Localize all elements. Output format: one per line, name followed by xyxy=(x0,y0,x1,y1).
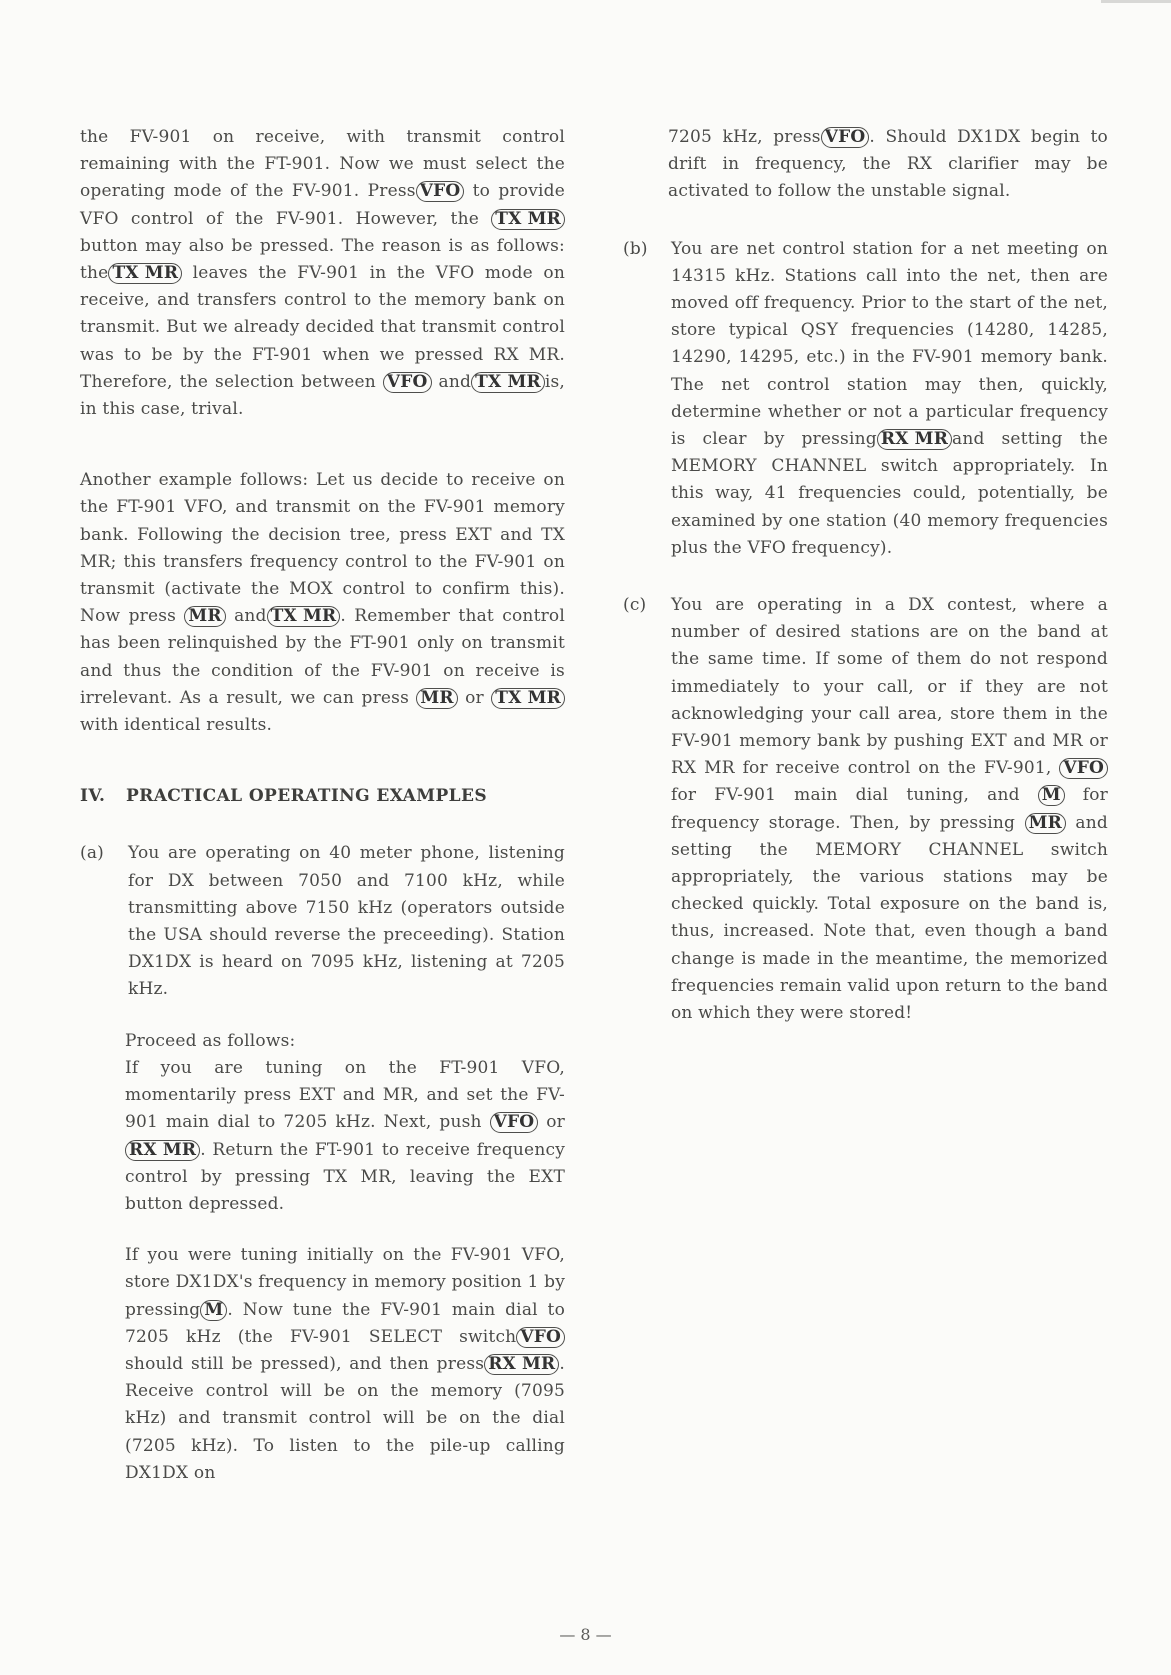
tx-mr-button-label: TX MR xyxy=(491,209,565,230)
vfo-button-label: VFO xyxy=(490,1112,539,1133)
item-label: (c) xyxy=(623,595,647,616)
mr-button-label: MR xyxy=(1025,813,1066,834)
paragraph-fv901-tuning: If you were tuning initially on the FV-901 VFO, store DX1DX's frequency in memory position 1 by pressing M . Now tune the FV-901 main dial to 7205 kHz (the FV-901 SELECT switch VFOshould still be pressed), and then press RX MR . Receive control will be on the memory (7095 kHz) and transmit control will be on the dial (7205 kHz). To listen to the pile-up calling DX1DX on xyxy=(125,1245,566,1483)
example-item-c xyxy=(623,592,1108,1027)
m-button-label: M xyxy=(200,1300,227,1321)
tx-mr-button-label: TX MR xyxy=(108,263,182,284)
right-column xyxy=(623,124,1108,1027)
paragraph-ft901-tuning: If you are tuning on the FT-901 VFO, momentarily press EXT and MR, and set the FV-901 main dial to 7205 kHz. Next, push VFO or RX MR . Return the FT-901 to receive frequency control by pressing TX MR, leaving the EXT button depressed. xyxy=(125,1057,566,1214)
rx-mr-button-label: RX MR xyxy=(877,429,952,450)
vfo-button-label: VFO xyxy=(383,372,432,393)
continued-paragraph: 7205 kHz, press VFO . Should DX1DX begin to drift in frequency, the RX clarifier may be activated to follow the unstable signal. xyxy=(668,127,1108,202)
rx-mr-button-label: RX MR xyxy=(125,1140,200,1161)
page-number: — 8 — xyxy=(559,1625,612,1644)
item-text: You are operating in a DX contest, where a number of desired stations are on the band at the same time. If some of them do not respond immediately to your call, or if they are not acknowledging your call area, store them in the FV-901 memory bank by pushing EXT and MR or RX MR for receive control on the FV-901, VFO for FV-901 main dial tuning, and M for frequency storage. Then, by pressing MR and setting the MEMORY CHANNEL switch appropriately, the various stations may be checked quickly. Total exposure on the band is, thus, increased. Note that, even though a band change is made in the meantime, the memorized frequencies remain valid upon return to the band on which they were stored! xyxy=(671,595,1109,1024)
section-heading: IV. PRACTICAL OPERATING EXAMPLES xyxy=(80,786,488,807)
item-label: (a) xyxy=(80,843,104,864)
vfo-button-label: VFO xyxy=(416,181,465,202)
procedure-block xyxy=(80,1028,565,1487)
mr-button-label: MR xyxy=(184,606,225,627)
vfo-button-label: VFO xyxy=(821,127,870,148)
rx-mr-button-label: RX MR xyxy=(484,1354,559,1375)
m-button-label: M xyxy=(1038,785,1065,806)
tx-mr-button-label: TX MR xyxy=(491,688,565,709)
item-label: (b) xyxy=(623,238,648,259)
item-text: You are operating on 40 meter phone, listening for DX between 7050 and 7100 kHz, while transmitting above 7150 kHz (operators outside the USA should reverse the preceeding). Station DX1DX is heard on 7095 kHz, listening at 7205 kHz. xyxy=(128,843,565,1000)
scan-edge-mark xyxy=(1101,0,1171,3)
example-item-b xyxy=(623,236,1108,562)
tx-mr-button-label: TX MR xyxy=(267,606,341,627)
paragraph-another-example: Another example follows: Let us decide to receive on the FT-901 VFO, and transmit on the FV-901 memory bank. Following the decision tree, press EXT and TX MR; this transfers frequency control to the FV-901 on transmit (activate the MOX control to confirm this). Now press MR and TX MR . Remember that control has been relinquished by the FT-901 only on transmit and thus the condition of the FV-901 on receive is irrelevant. As a result, we can press MR or TX MR with identical results. xyxy=(80,470,565,736)
mr-button-label: MR xyxy=(416,688,457,709)
vfo-button-label: VFO xyxy=(516,1327,565,1348)
tx-mr-button-label: TX MR xyxy=(471,372,545,393)
left-column xyxy=(80,124,565,1487)
proceed-label: Proceed as follows: xyxy=(125,1030,296,1051)
item-text: You are net control station for a net meeting on 14315 kHz. Stations call into the net, then are moved off frequency. Prior to the start of the net, store typical QSY frequencies (14280, 14285, 14290, 14295, etc.) in the FV-901 memory bank. The net control station may then, quickly, determine whether or not a particular frequency is clear by pressing RX MR and setting the MEMORY CHANNEL switch appropriately. In this way, 41 frequencies could, potentially, be examined by one station (40 memory frequencies plus the VFO frequency). xyxy=(671,238,1108,558)
example-item-a xyxy=(80,840,565,1003)
paragraph-vfo-selection: the FV-901 on receive, with transmit control remaining with the FT-901. Now we must select the operating mode of the FV-901. Press VFO to provide VFO control of the FV-901. However, the TX MR button may also be pressed. The reason is as follows: the TX MR leaves the FV-901 in the VFO mode on receive, and transfers control to the memory bank on transmit. But we already decided that transmit control was to be by the FT-901 when we pressed RX MR. Therefore, the selection between VFO and TX MR is, in this case, trival. xyxy=(80,127,565,420)
vfo-button-label: VFO xyxy=(1059,758,1108,779)
